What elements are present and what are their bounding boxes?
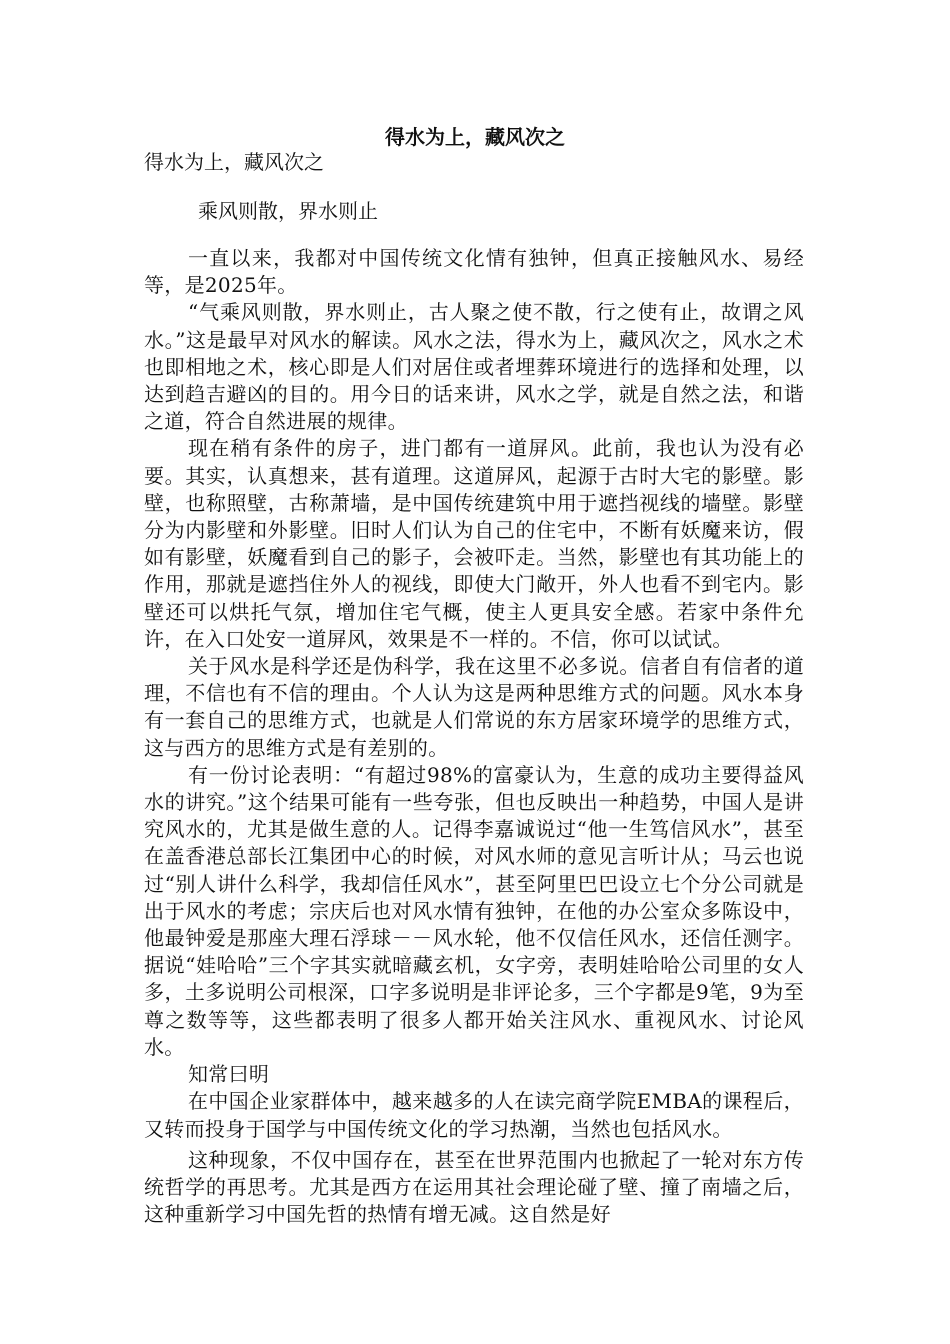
section-heading: 知常曰明 (188, 1062, 270, 1087)
document-title: 得水为上，藏风次之 (385, 125, 565, 149)
paragraph: 有一份讨论表明：“有超过98%的富豪认为，生意的成功主要得益风水的讲究。”这个结果可能有一些夸张，但也反映出一种趋势，中国人是讲究风水的，尤其是做生意的人。记得李嘉诚说过“他一生笃信风水”，甚至在盖香港总部长江集团中心的时候，对风水师的意见言听计从；马云也说过“别人讲什么科学，我却信任风水”，甚至阿里巴巴设立七个分公司就是出于风水的考虑；宗庆后也对风水情有独钟，在他的办公室众多陈设中，他最钟爱是那座大理石浮球－－风水轮，他不仅信任风水，还信任测字。据说“娃哈哈”三个字其实就暗藏玄机，女字旁，表明娃哈哈公司里的女人多，土多说明公司根深，口字多说明是非评论多，三个字都是9笔，9为至尊之数等等，这些都表明了很多人都开始关注风水、重视风水、讨论风水。 (144, 762, 804, 1059)
document-subtitle: 得水为上，藏风次之 (144, 150, 324, 174)
paragraph: 一直以来，我都对中国传统文化情有独钟，但真正接触风水、易经等，是2025年。 (144, 246, 804, 298)
paragraph: 关于风水是科学还是伪科学，我在这里不必多说。信者自有信者的道理，不信也有不信的理由。个人认为这是两种思维方式的问题。风水本身有一套自己的思维方式，也就是人们常说的东方居家环境学的思维方式，这与西方的思维方式是有差别的。 (144, 654, 804, 760)
paragraph: 这种现象，不仅中国存在，甚至在世界范围内也掀起了一轮对东方传统哲学的再思考。尤其是西方在运用其社会理论碰了壁、撞了南墙之后，这种重新学习中国先哲的热情有增无减。这自然是好 (144, 1147, 804, 1227)
paragraph: “气乘风则散，界水则止，古人聚之使不散，行之使有止，故谓之风水。”这是最早对风水的解读。风水之法，得水为上，藏风次之，风水之术也即相地之术，核心即是人们对居住或者埋葬环境进行的选择和处理，以达到趋吉避凶的目的。用今日的话来讲，风水之学，就是自然之法，和谐之道，符合自然进展的规律。 (144, 300, 804, 434)
document-motto: 乘风则散，界水则止 (198, 199, 378, 223)
document-body (144, 245, 804, 1228)
paragraph: 现在稍有条件的房子，进门都有一道屏风。此前，我也认为没有必要。其实，认真想来，甚有道理。这道屏风，起源于古时大宅的影壁。影壁，也称照壁，古称萧墙，是中国传统建筑中用于遮挡视线的墙壁。影壁分为内影壁和外影壁。旧时人们认为自己的住宅中，不断有妖魔来访，假如有影壁，妖魔看到自己的影子，会被吓走。当然，影壁也有其功能上的作用，那就是遮挡住外人的视线，即使大门敞开，外人也看不到宅内。影壁还可以烘托气氛，增加住宅气概，使主人更具安全感。若家中条件允许，在入口处安一道屏风，效果是不一样的。不信，你可以试试。 (144, 436, 804, 651)
paragraph: 在中国企业家群体中，越来越多的人在读完商学院EMBA的课程后，又转而投身于国学与中国传统文化的学习热潮，当然也包括风水。 (144, 1089, 804, 1141)
